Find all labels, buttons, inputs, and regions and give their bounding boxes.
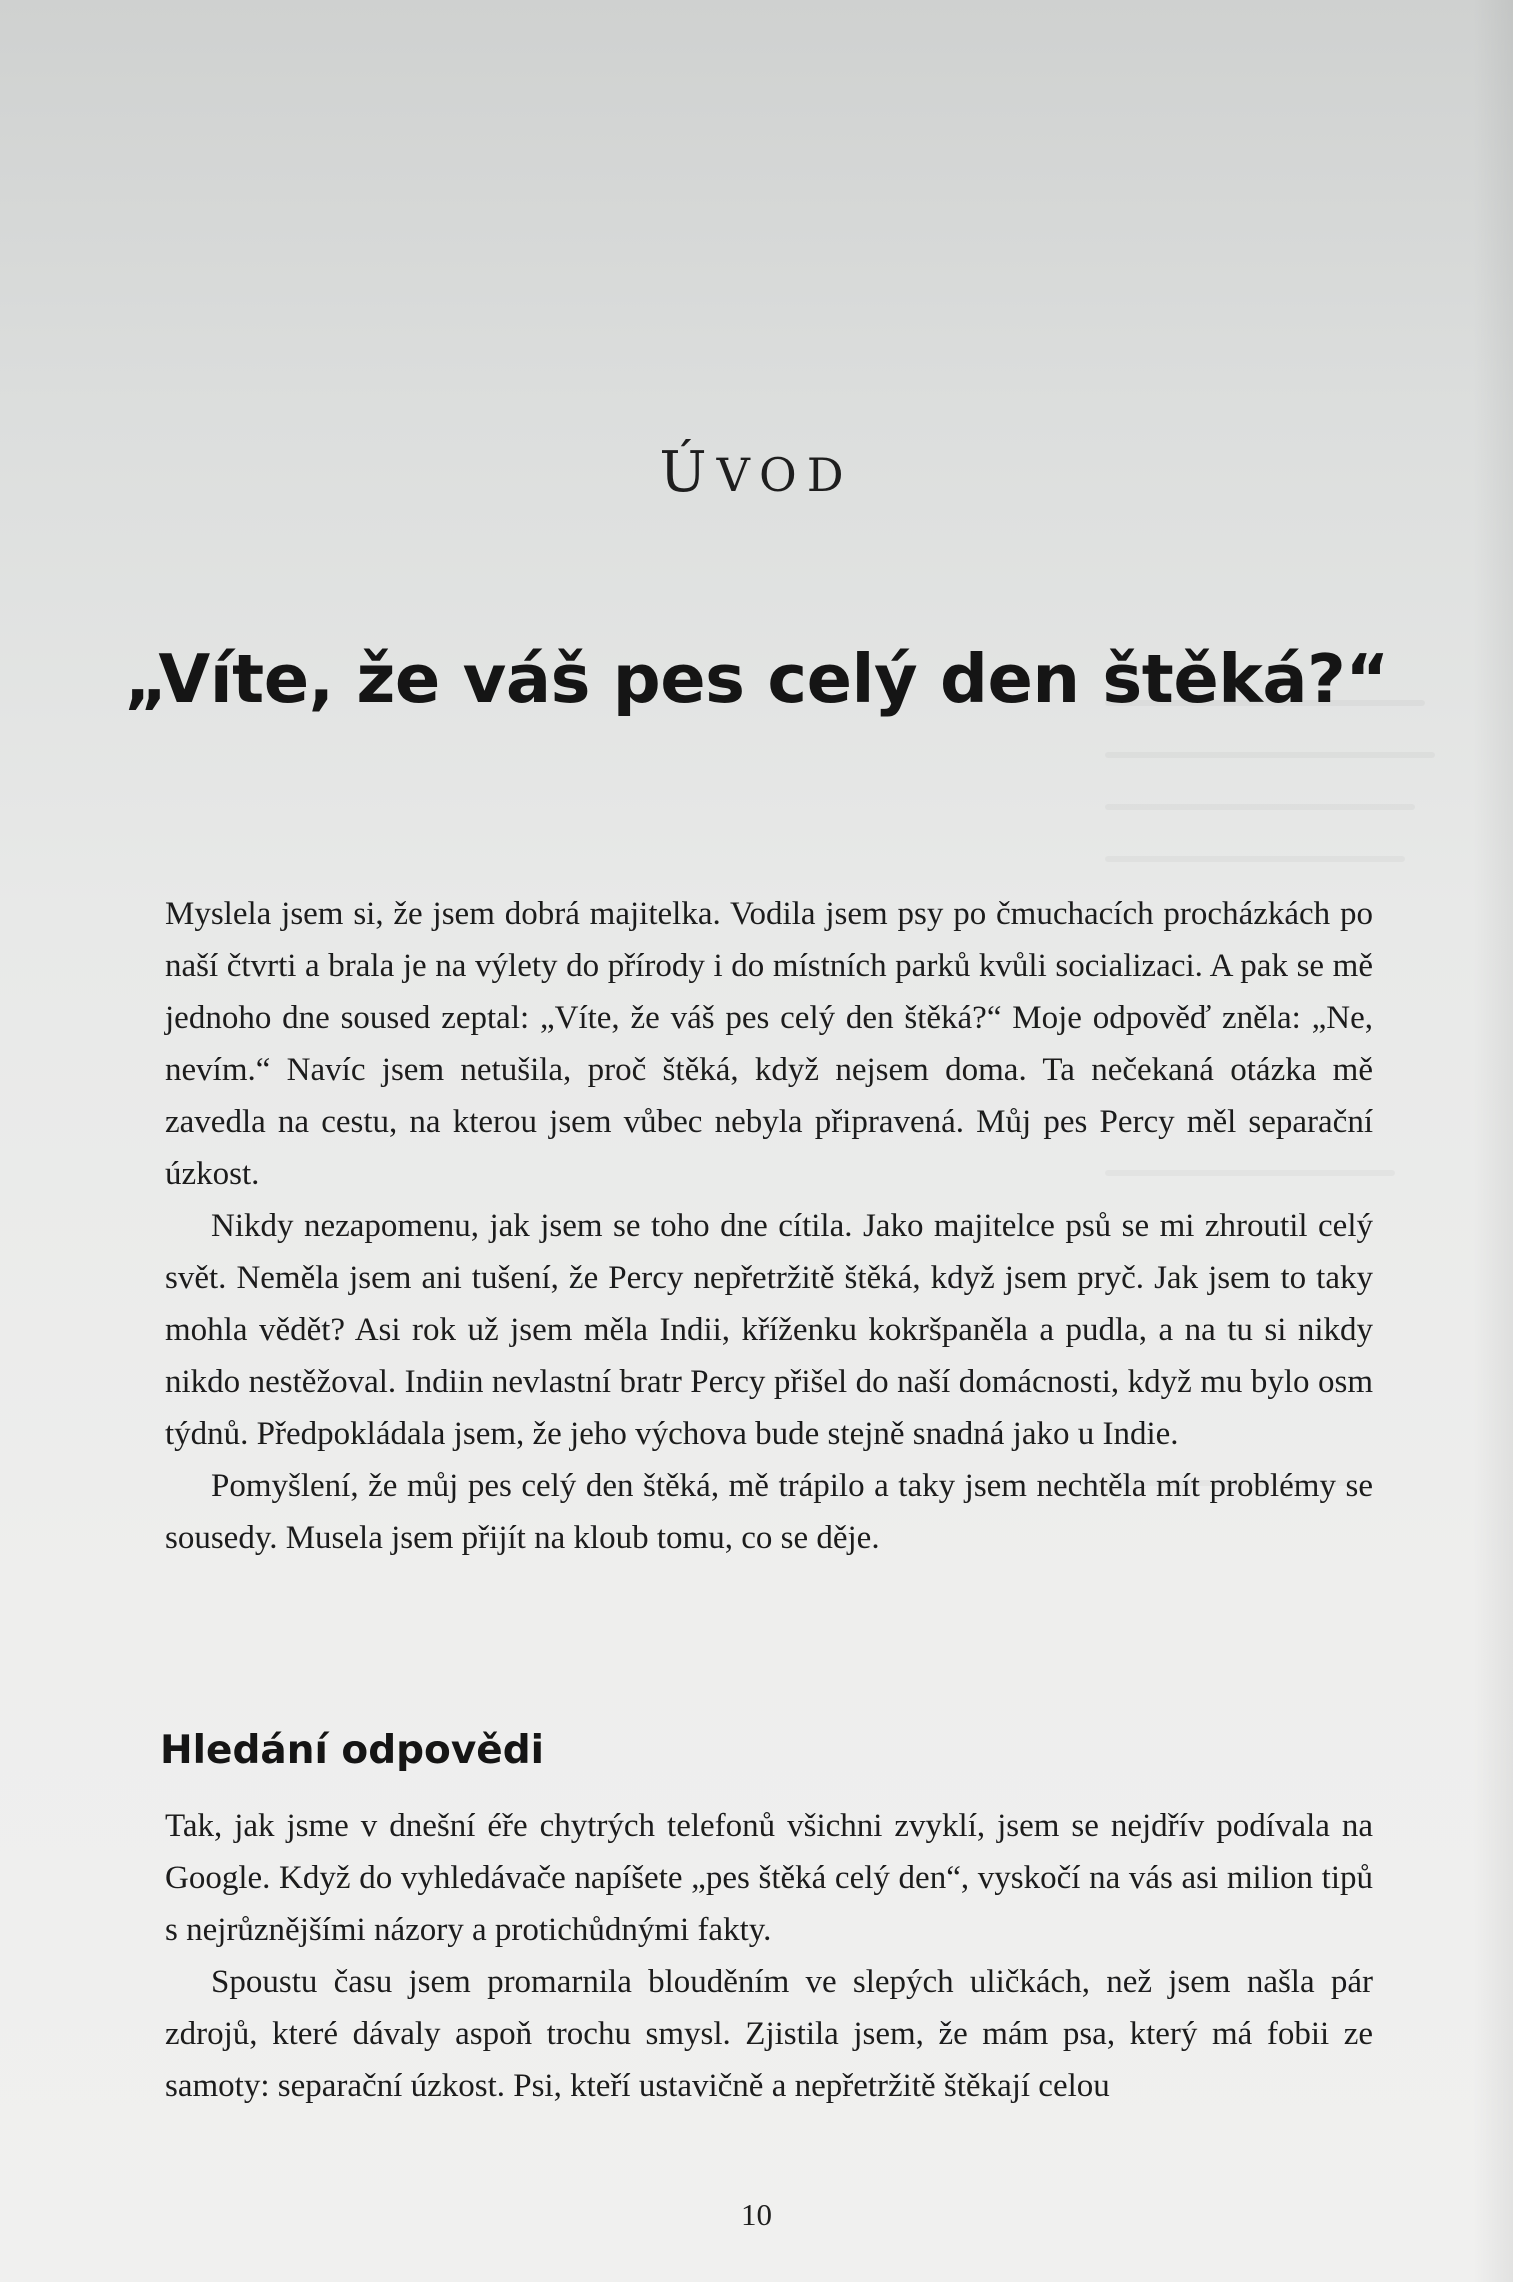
page-edge-shadow [1473,0,1513,2282]
chapter-title: „Víte, že váš pes celý den štěká?“ [124,640,1389,718]
section-heading: Hledání odpovědi [160,1728,544,1773]
page-number: 10 [741,2197,772,2232]
section-2-body [165,1800,1373,2112]
chapter-label-initial: Ú [659,440,717,505]
chapter-label-rest: VOD [716,448,854,502]
paragraph: Nikdy nezapomenu, jak jsem se toho dne cítila. Jako majitelce psů se mi zhroutil celý svět. Neměla jsem ani tušení, že Percy nepřetržitě štěká, když jsem pryč. Jak jsem to taky mohla vědět? Asi rok už jsem měla Indii, kříženku kokršpaněla a pudla, a na tu si nikdy nikdo nestěžoval. Indiin nevlastní bratr Percy přišel do naší domácnosti, když mu bylo osm týdnů. Předpokládala jsem, že jeho výchova bude stejně snadná jako u Indie. [165,1208,1373,1452]
chapter-label [0,440,1513,505]
paragraph: Tak, jak jsme v dnešní éře chytrých telefonů všichni zvyklí, jsem se nejdřív podívala na Google. Když do vyhledávače napíšete „pes štěká celý den“, vyskočí na vás asi milion tipů s nejrůznějšími názory a protichůdnými fakty. [165,1808,1373,1948]
paragraph: Pomyšlení, že můj pes celý den štěká, mě trápilo a taky jsem nechtěla mít problémy se sousedy. Musela jsem přijít na kloub tomu, co se děje. [165,1468,1373,1556]
paragraph: Spoustu času jsem promarnila blouděním ve slepých uličkách, než jsem našla pár zdrojů, které dávaly aspoň trochu smysl. Zjistila jsem, že mám psa, který má fobii ze samoty: separační úzkost. Psi, kteří ustavičně a nepřetržitě štěkají celou [165,1964,1373,2104]
paragraph: Myslela jsem si, že jsem dobrá majitelka. Vodila jsem psy po čmuchacích procházkách po naší čtvrti a brala je na výlety do přírody i do místních parků kvůli socializaci. A pak se mě jednoho dne soused zeptal: „Víte, že váš pes celý den štěká?“ Moje odpověď zněla: „Ne, nevím.“ Navíc jsem netušila, proč štěká, když nejsem doma. Ta nečekaná otázka mě zavedla na cestu, na kterou jsem vůbec nebyla připravená. Můj pes Percy měl separační úzkost. [165,896,1373,1192]
section-1-body [165,888,1373,1564]
